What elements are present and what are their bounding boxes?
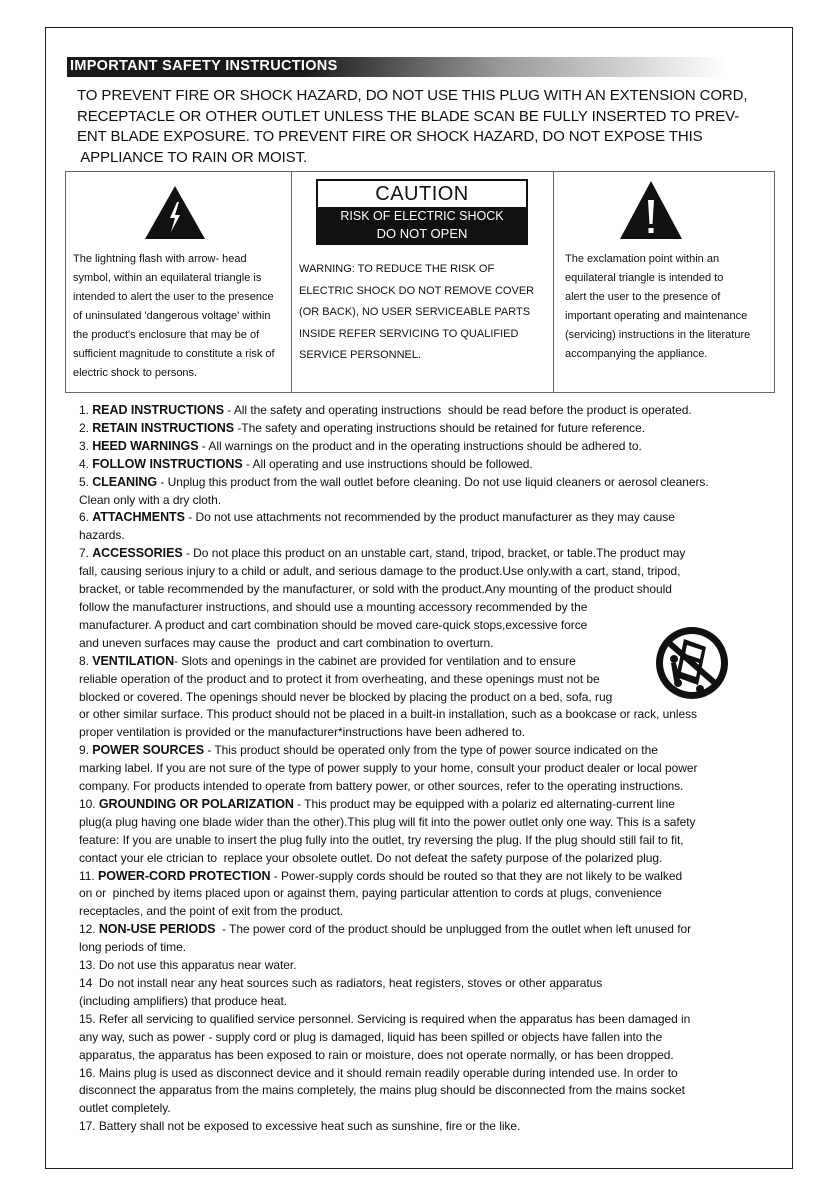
instruction-line (79, 545, 784, 563)
instruction-line (79, 563, 784, 581)
exclamation-triangle-icon (619, 180, 683, 240)
item-text: - All the safety and operating instructions should be read before the product is operated. (224, 403, 692, 417)
warning-paragraph (77, 86, 777, 168)
item-number: 1. (79, 403, 93, 417)
item-text: blocked or covered. The openings should never be blocked by placing the product on a bed, sofa, rug (79, 689, 613, 704)
item-heading: GROUNDING OR POLARIZATION (98, 796, 294, 811)
instruction-line (79, 724, 784, 742)
item-number: 2. (79, 420, 93, 435)
text-line: symbol, within an equilateral triangle is (73, 272, 262, 284)
item-number: 12. (79, 922, 99, 937)
exclamation-box (554, 172, 774, 392)
item-text: (including amplifiers) that produce heat. (79, 993, 288, 1008)
item-text: outlet completely. (79, 1101, 171, 1116)
item-text: - All operating and use instructions should be followed. (242, 456, 533, 471)
caution-label (316, 179, 528, 245)
instruction-list (79, 402, 784, 1136)
item-text: any way, such as power - supply cord or plug is damaged, liquid has been spilled or objects have fallen into the (79, 1029, 663, 1044)
instruction-line (79, 921, 784, 939)
instruction-line (79, 868, 784, 886)
exclamation-text (565, 250, 750, 364)
item-text: - The power cord of the product should be unplugged from the outlet when left unused for (215, 922, 692, 937)
text-line: (servicing) instructions in the literature (565, 329, 751, 341)
item-text: receptacles, and the point of exit from the product. (79, 904, 344, 919)
item-text: follow the manufacturer instructions, and should use a mounting accessory recommended by the (79, 599, 588, 614)
item-text: long periods of time. (79, 940, 187, 955)
caution-text (299, 259, 534, 367)
item-heading: READ INSTRUCTIONS (92, 403, 224, 417)
text-line: SERVICE PERSONNEL. (299, 349, 422, 361)
item-text: hazards. (79, 528, 125, 543)
text-line: accompanying the appliance. (565, 348, 708, 360)
item-text: -The safety and operating instructions should be retained for future reference. (234, 420, 645, 435)
instruction-line (79, 509, 784, 527)
instruction-line (79, 903, 784, 921)
instruction-line (79, 796, 784, 814)
item-text: marking label. If you are not sure of the type of power supply to your home, consult your product dealer or local power (79, 761, 698, 776)
item-text: 17. Battery shall not be exposed to excessive heat such as sunshine, fire or the like. (79, 1119, 521, 1134)
item-text: fall, causing serious injury to a child or adult, and serious damage to the product.Use only.with a cart, stand, tripod, (79, 564, 681, 579)
item-heading: NON-USE PERIODS (98, 922, 216, 937)
warning-line: TO PREVENT FIRE OR SHOCK HAZARD, DO NOT USE THIS PLUG WITH AN EXTENSION CORD, (77, 87, 748, 104)
item-number: 6. (79, 510, 93, 525)
warning-line: RECEPTACLE OR OTHER OUTLET UNLESS THE BLADE SCAN BE FULLY INSERTED TO PREV- (77, 107, 740, 125)
instruction-line (79, 456, 784, 474)
instruction-line (79, 635, 784, 653)
instruction-line (79, 581, 784, 599)
item-text: 16. Mains plug is used as disconnect device and it should remain readily operable during intended use. In order to (79, 1065, 678, 1080)
instruction-line (79, 975, 784, 993)
caution-box (292, 172, 554, 392)
item-heading: POWER-CORD PROTECTION (97, 868, 271, 883)
instruction-line (79, 689, 784, 707)
text-line: alert the user to the presence of (565, 291, 721, 303)
instruction-line (79, 671, 784, 689)
instruction-line (79, 957, 784, 975)
item-text: feature: If you are unable to insert the plug fully into the outlet, try reversing the plug. If the plug should still fail to fit, (79, 832, 684, 847)
item-number: 4. (79, 456, 93, 471)
item-heading: FOLLOW INSTRUCTIONS (92, 456, 243, 471)
symbol-boxes (65, 171, 775, 393)
instruction-line (79, 438, 784, 456)
instruction-line (79, 814, 784, 832)
instruction-line (79, 993, 784, 1011)
item-number: 3. (79, 438, 93, 453)
lightning-triangle-icon (144, 185, 206, 240)
caution-risk: RISK OF ELECTRIC SHOCK (340, 209, 504, 223)
item-text: - This product should be operated only from the type of power source indicated on the (204, 743, 658, 758)
section-banner (67, 57, 727, 77)
item-heading: RETAIN INSTRUCTIONS (92, 420, 235, 435)
instruction-line (79, 599, 784, 617)
instruction-line (79, 1011, 784, 1029)
instruction-line (79, 420, 784, 438)
item-text: - This product may be equipped with a polariz ed alternating-current line (293, 796, 675, 811)
instruction-line (79, 527, 784, 545)
instruction-line (79, 778, 784, 796)
item-text: - Do not use attachments not recommended by the product manufacturer as they may cause (184, 510, 675, 525)
instruction-line (79, 760, 784, 778)
item-text: apparatus, the apparatus has been exposed to rain or moisture, does not operate normally, or has been dropped. (79, 1047, 674, 1062)
item-text: - Unplug this product from the wall outlet before cleaning. Do not use liquid cleaners or aerosol cleaners. (157, 474, 709, 489)
instruction-line (79, 492, 784, 510)
instruction-line (79, 1029, 784, 1047)
text-line: the product's enclosure that may be of (73, 329, 260, 341)
text-line: INSIDE REFER SERVICING TO QUALIFIED (299, 327, 519, 340)
instruction-line (79, 850, 784, 868)
item-text: - Slots and openings in the cabinet are provided for ventilation and to ensure (174, 653, 576, 668)
instruction-line (79, 617, 784, 635)
item-text: and uneven surfaces may cause the product and cart combination to overturn. (79, 635, 494, 650)
item-text: company. For products intended to operate from battery power, or other sources, refer to the operating instructions. (79, 779, 684, 794)
instruction-line (79, 474, 784, 492)
caution-title: CAUTION (318, 181, 526, 207)
item-text: contact your ele ctrician to replace your obsolete outlet. Do not defeat the safety purpose of the polarized plug. (79, 850, 663, 865)
instruction-line (79, 832, 784, 850)
text-line: (OR BACK), NO USER SERVICEABLE PARTS (299, 306, 531, 318)
instruction-line (79, 742, 784, 760)
instruction-line (79, 1047, 784, 1065)
item-heading: POWER SOURCES (92, 743, 205, 758)
item-heading: CLEANING (92, 474, 158, 489)
item-heading: VENTILATION (92, 653, 175, 668)
item-text: disconnect the apparatus from the mains completely, the mains plug should be disconnected from the mains socket (79, 1083, 685, 1098)
text-line: WARNING: TO REDUCE THE RISK OF (299, 263, 495, 275)
lightning-text (73, 250, 275, 383)
warning-line: APPLIANCE TO RAIN OR MOIST. (77, 148, 308, 166)
item-text: - Do not place this product on an unstable cart, stand, tripod, bracket, or table.The product may (182, 546, 686, 561)
warning-line: ENT BLADE EXPOSURE. TO PREVENT FIRE OR SHOCK HAZARD, DO NOT EXPOSE THIS (77, 128, 703, 145)
item-text: bracket, or table recommended by the manufacturer, or sold with the product.Any mounting of the product should (79, 582, 672, 597)
instruction-line (79, 1118, 784, 1136)
item-number: 9. (79, 743, 93, 758)
text-line: of uninsulated 'dangerous voltage' within (73, 310, 271, 322)
text-line: The exclamation point within an (565, 253, 720, 265)
item-text: proper ventilation is provided or the manufacturer*instructions have been adhered to. (79, 725, 526, 740)
item-number: 5. (79, 474, 93, 489)
caution-do-not-open: DO NOT OPEN (376, 226, 468, 241)
instruction-line (79, 1065, 784, 1083)
item-text: manufacturer. A product and cart combination should be moved care-quick stops,excessive force (79, 617, 588, 632)
item-heading: HEED WARNINGS (92, 438, 199, 453)
item-heading: ATTACHMENTS (92, 510, 185, 525)
item-text: 14 Do not install near any heat sources such as radiators, heat registers, stoves or other apparatus (79, 976, 603, 990)
instruction-line (79, 939, 784, 957)
instruction-line (79, 706, 784, 724)
lightning-box (66, 172, 292, 392)
item-text: - All warnings on the product and in the operating instructions should be adhered to. (198, 438, 642, 453)
text-line: electric shock to persons. (73, 367, 198, 379)
item-text: 15. Refer all servicing to qualified service personnel. Servicing is required when the apparatus has been damaged in (79, 1011, 691, 1026)
item-heading: ACCESSORIES (92, 546, 183, 561)
item-number: 10. (79, 796, 99, 811)
item-text: or other similar surface. This product should not be placed in a built-in installation, such as a bookcase or rack, unless (79, 707, 698, 722)
item-text: 13. Do not use this apparatus near water. (79, 958, 297, 973)
item-number: 8. (79, 653, 93, 668)
item-number: 11. (79, 868, 98, 883)
text-line: important operating and maintenance (565, 310, 748, 322)
item-text: plug(a plug having one blade wider than the other).This plug will fit into the power outlet only one way. This is a safety (79, 814, 696, 829)
item-text: on or pinched by items placed upon or against them, paying particular attention to cords at plugs, convenience (79, 886, 662, 901)
instruction-line (79, 653, 784, 671)
instruction-line (79, 1082, 784, 1100)
item-text: - Power-supply cords should be routed so that they are not likely to be walked (270, 868, 683, 883)
text-line: equilateral triangle is intended to (565, 272, 724, 284)
item-text: reliable operation of the product and to protect it from overheating, and these openings must not be (79, 671, 600, 686)
text-line: The lightning flash with arrow- head (73, 253, 247, 265)
instruction-line (79, 402, 784, 420)
instruction-line (79, 1100, 784, 1118)
item-number: 7. (79, 546, 93, 561)
text-line: sufficient magnitude to constitute a risk of (73, 348, 275, 360)
item-text: Clean only with a dry cloth. (79, 492, 222, 507)
instruction-line (79, 885, 784, 903)
text-line: intended to alert the user to the presence (73, 291, 274, 303)
text-line: ELECTRIC SHOCK DO NOT REMOVE COVER (299, 284, 535, 297)
banner-title: IMPORTANT SAFETY INSTRUCTIONS (70, 58, 338, 74)
